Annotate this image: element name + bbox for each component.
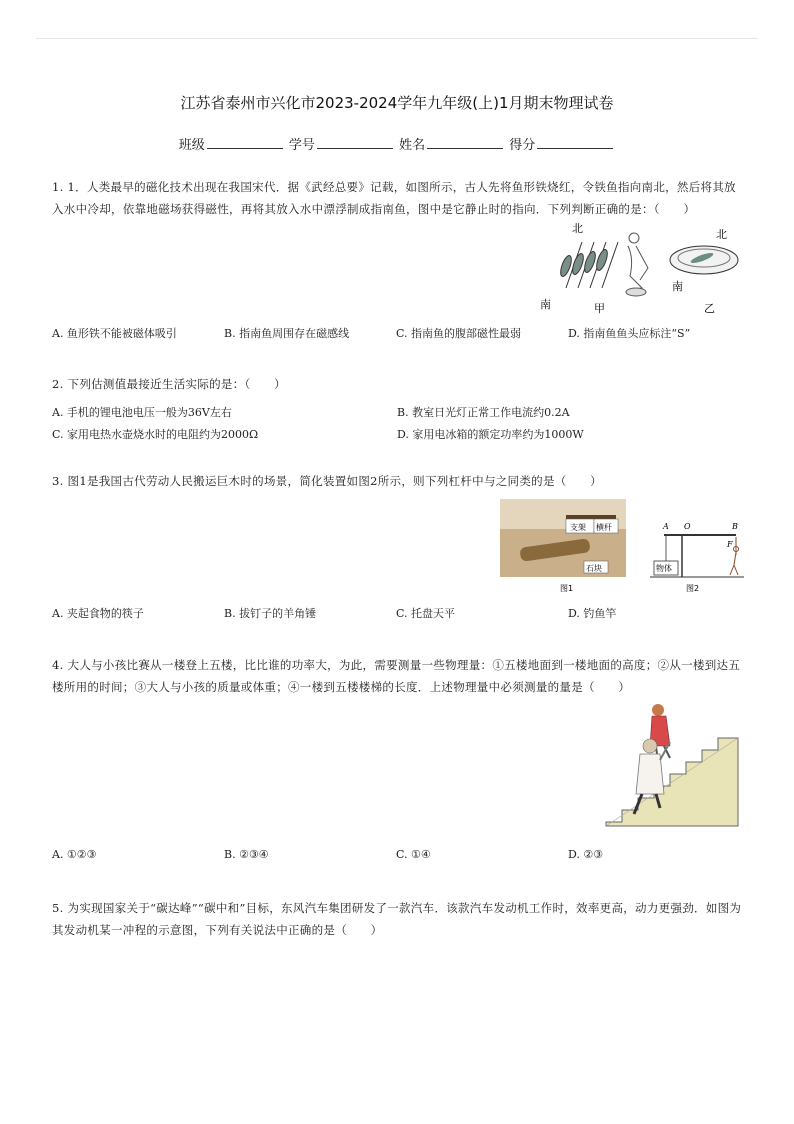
q4-option-c[interactable]: C. ①④ [396,848,431,861]
q3-option-d[interactable]: D. 钓鱼竿 [568,607,617,620]
question-3-options [52,605,742,621]
frame-label: 支架 [570,523,586,532]
force-f-label: F [727,540,733,549]
name-label: 姓名 [399,138,426,153]
q3-option-c[interactable]: C. 托盘天平 [396,607,456,620]
fig2-caption: 图2 [686,584,700,593]
question-1-text: 1. 1．人类最早的磁化技术出现在我国宋代．据《武经总要》记载，如图所示，古人先将鱼形铁烧红，令铁鱼指向南北，然后将其放入水中冷却，依靠地磁场获得磁性，再将其放入水中漂浮制成指南鱼，图中是它静止时的指向．下列判断正确的是：（ ） [52,180,736,216]
question-2-options [52,404,742,442]
q1-option-a[interactable]: A. 鱼形铁不能被磁体吸引 [52,327,177,340]
ancient-person-figure [626,233,648,296]
class-blank[interactable] [207,136,283,149]
question-4-text: 4. 大人与小孩比赛从一楼登上五楼，比比谁的功率大，为此，需要测量一些物理量：①五楼地面到一楼地面的高度；②从一楼到达五楼所用的时间；③大人与小孩的质量或体重；④一楼到五楼楼梯的长度．上述物理量中必须测量的量是（ ） [52,658,741,694]
lever-label: 横杆 [596,523,612,532]
fig2-yi-label: 乙 [704,302,715,315]
score-blank[interactable] [537,136,613,149]
point-o-label: O [684,522,691,531]
name-blank[interactable] [427,136,503,149]
top-rule [36,38,758,39]
fig1-south-label: 南 [540,298,551,311]
fig2-north-label: 北 [716,228,727,241]
fig1-caption: 图1 [560,584,574,593]
q1-option-c[interactable]: C. 指南鱼的腹部磁性最弱 [396,327,522,340]
question-2-text: 2. 下列估测值最接近生活实际的是：（ ） [52,377,286,391]
q4-option-d[interactable]: D. ②③ [568,848,604,861]
fig2-south-label: 南 [672,280,683,293]
q2-option-d[interactable]: D. 家用电冰箱的额定功率约为1000W [397,428,584,441]
q1-option-d[interactable]: D. 指南鱼鱼头应标注“S” [568,327,691,340]
question-3-text: 3. 图1是我国古代劳动人民搬运巨木时的场景，简化装置如图2所示，则下列杠杆中与之同类的是（ ） [52,474,602,488]
question-3-figure [500,497,748,597]
id-blank[interactable] [317,136,393,149]
q3-option-b[interactable]: B. 拔钉子的羊角锤 [224,607,317,620]
q2-option-c[interactable]: C. 家用电热水壶烧水时的电阻约为2000Ω [52,428,259,441]
student-info-line [0,134,794,153]
point-a-label: A [663,522,669,531]
q4-option-b[interactable]: B. ②③④ [224,848,269,861]
fig1-north-label: 北 [572,222,583,235]
q2-option-b[interactable]: B. 教室日光灯正常工作电流约0.2A [397,406,570,419]
fig1-jia-label: 甲 [594,302,605,315]
question-4-options [52,848,742,861]
iron-fish-group [558,242,618,288]
question-1-figure [536,218,746,318]
stairs-figure [604,698,742,830]
point-b-label: B [732,522,738,531]
page-title: 江苏省泰州市兴化市2023-2024学年九年级(上)1月期末物理试卷 [180,94,614,112]
q2-option-a[interactable]: A. 手机的锂电池电压一般为36V左右 [52,406,232,419]
q4-option-a[interactable]: A. ①②③ [52,848,97,861]
id-label: 学号 [288,138,315,153]
stone-label: 石块 [586,564,602,573]
child-figure [650,704,670,762]
q1-option-b[interactable]: B. 指南鱼周围存在磁感线 [224,327,350,340]
question-5-text: 5. 为实现国家关于“碳达峰”“碳中和”目标，东风汽车集团研发了一款汽车．该款汽车发动机工作时，效率更高，动力更强劲．如图为其发动机某一冲程的示意图，下列有关说法中正确的是（ ） [52,901,742,937]
q3-option-a[interactable]: A. 夹起食物的筷子 [52,607,144,620]
score-label: 得分 [509,138,536,153]
class-label: 班级 [178,138,205,153]
question-1-options [52,325,742,341]
object-label: 物体 [656,564,672,573]
